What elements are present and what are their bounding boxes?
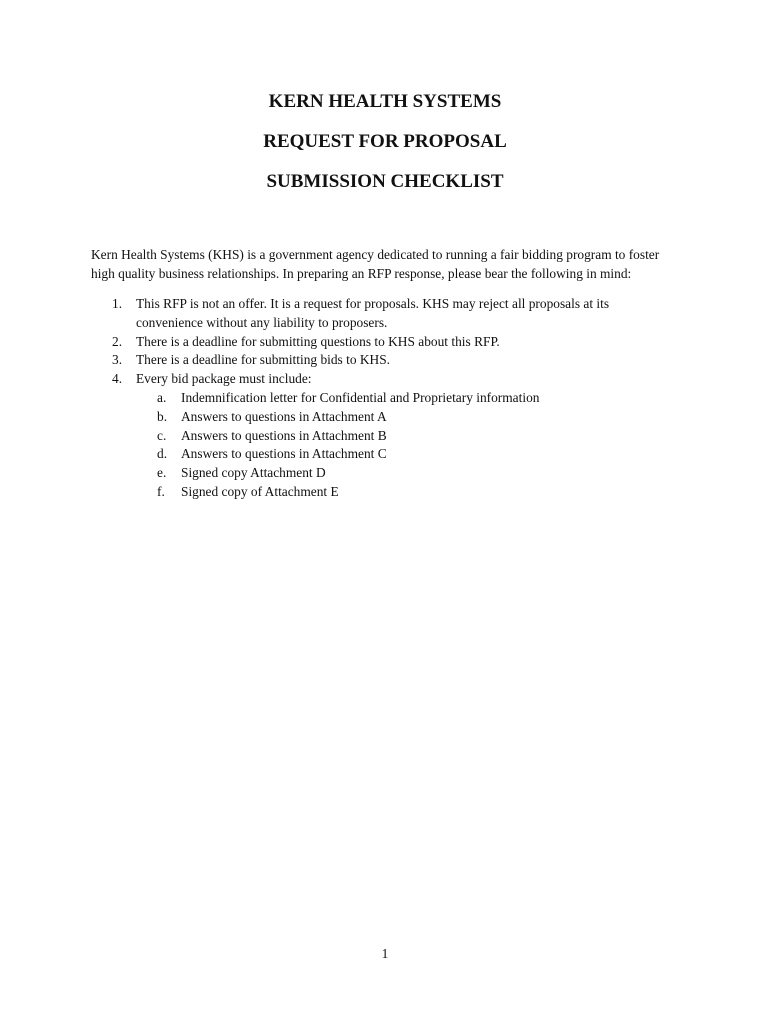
subitem-letter: d.	[157, 446, 168, 462]
item-text: Every bid package must include:	[136, 371, 312, 387]
intro-paragraph	[91, 245, 691, 283]
subitem-text: Answers to questions in Attachment C	[181, 446, 387, 462]
subitem-letter: b.	[157, 408, 168, 424]
subitem-text: Answers to questions in Attachment B	[181, 427, 387, 443]
subitem-letter: f.	[157, 483, 165, 499]
checklist-item-2	[91, 333, 691, 352]
subitem-text: Signed copy of Attachment E	[181, 483, 339, 499]
title-organization: KERN HEALTH SYSTEMS	[268, 91, 502, 112]
subitem-a	[91, 389, 691, 408]
page-number: 1	[381, 946, 389, 961]
subitem-e	[91, 464, 691, 483]
item-text: This RFP is not an offer. It is a request for proposals. KHS may reject all proposals at its	[136, 296, 610, 311]
title-block	[0, 92, 770, 192]
title-document-type: REQUEST FOR PROPOSAL	[263, 131, 507, 152]
subitem-b	[91, 408, 691, 427]
checklist-item-3	[91, 351, 691, 370]
subitem-f	[91, 483, 691, 502]
subitem-c	[91, 427, 691, 446]
item-number: 4.	[112, 371, 123, 387]
subitem-letter: e.	[157, 465, 167, 481]
subitem-text: Signed copy Attachment D	[181, 465, 326, 481]
subitem-text: Indemnification letter for Confidential and Proprietary information	[181, 389, 540, 405]
subitem-d	[91, 445, 691, 464]
subitem-letter: c.	[157, 427, 167, 443]
intro-line: high quality business relationships. In preparing an RFP response, please bear the following in mind:	[91, 266, 632, 281]
title-checklist: SUBMISSION CHECKLIST	[266, 171, 504, 192]
checklist	[91, 295, 691, 502]
item-number: 3.	[112, 352, 123, 368]
item-text: There is a deadline for submitting questions to KHS about this RFP.	[136, 333, 500, 349]
item-number: 2.	[112, 333, 123, 349]
checklist-item-1	[91, 295, 691, 333]
checklist-item-4	[91, 370, 691, 389]
item-text: There is a deadline for submitting bids to KHS.	[136, 352, 391, 368]
intro-line: Kern Health Systems (KHS) is a government agency dedicated to running a fair bidding program to foster	[91, 247, 660, 262]
item-number: 1.	[112, 296, 123, 311]
item-text-continued: convenience without any liability to proposers.	[136, 314, 388, 330]
subitem-letter: a.	[157, 389, 167, 405]
subitem-text: Answers to questions in Attachment A	[181, 408, 387, 424]
